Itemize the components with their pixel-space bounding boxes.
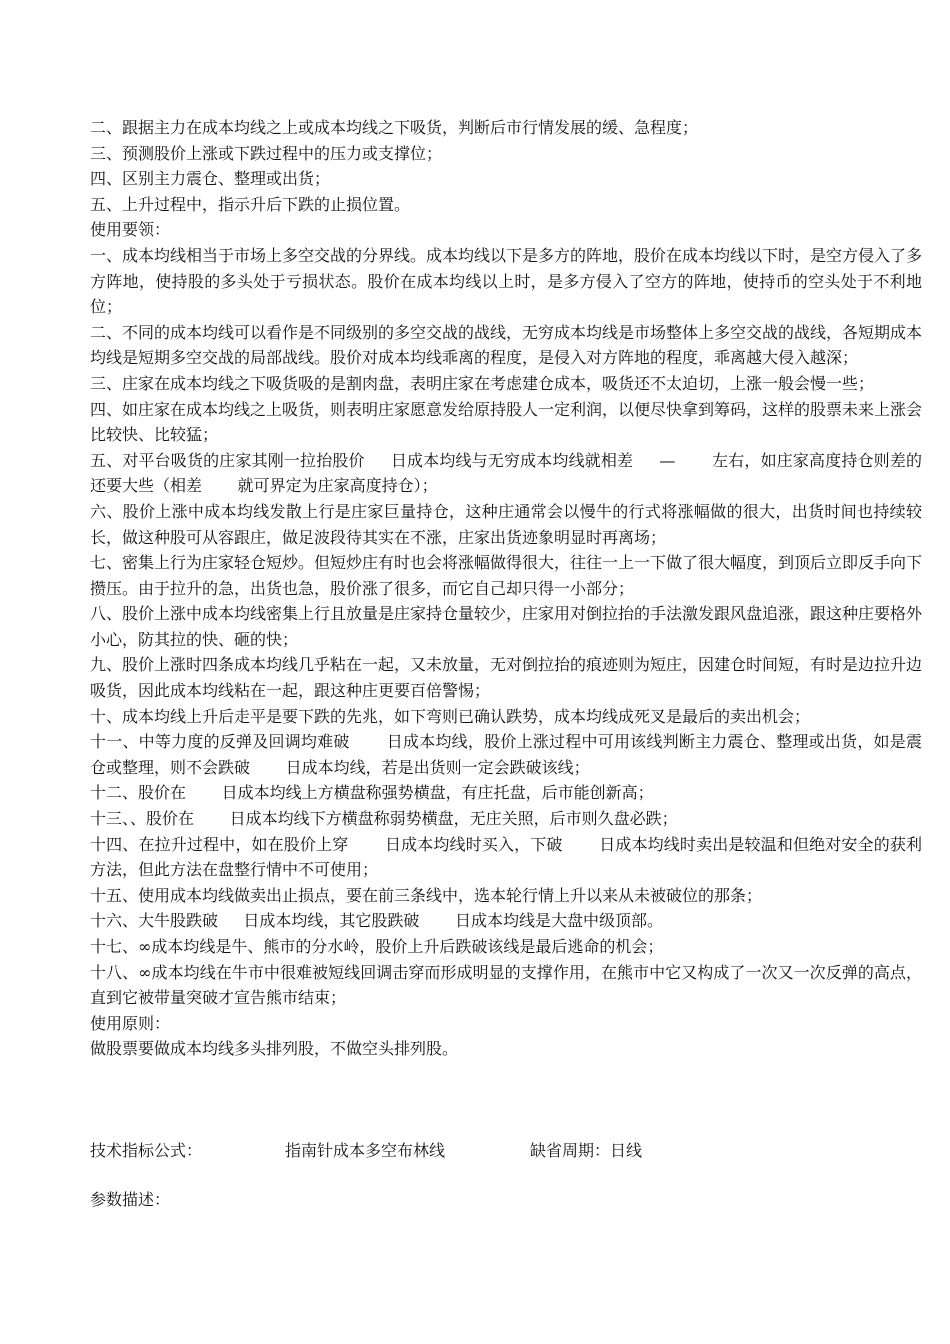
body-paragraph: 十八、∞成本均线在牛市中很难被短线回调击穿而形成明显的支撑作用，在熊市中它又构成了一次又一次反弹的高点，直到它被带量突破才宣告熊市结束； [90,962,922,1008]
body-line: 二、跟据主力在成本均线之上或成本均线之下吸货，判断后市行情发展的缓、急程度； [90,118,699,137]
body-paragraph: 十四、在拉升过程中，如在股价上穿 日成本均线时买入，下破 日成本均线时卖出是较温和但绝对安全的获利方法，但此方法在盘整行情中不可使用； [90,834,922,880]
body-paragraph: 二、不同的成本均线可以看作是不同级别的多空交战的战线，无穷成本均线是市场整体上多空交战的战线，各短期成本均线是短期多空交战的局部战线。股价对成本均线乖离的程度，是侵入对方阵地的程度，乖离越大侵入越深； [90,322,923,368]
body-paragraph: 一、成本均线相当于市场上多空交战的分界线。成本均线以下是多方的阵地，股价在成本均线以下时，是空方侵入了多方阵地，使持股的多头处于亏损状态。股价在成本均线以上时，是多方侵入了空方的阵地，使持币的空头处于不利地位； [90,245,923,317]
body-paragraph: 十二、股价在 日成本均线上方横盘称强势横盘，有庄托盘，后市能创新高； [90,783,654,803]
body-paragraph: 十、成本均线上升后走平是要下跌的先兆，如下弯则已确认跌势，成本均线成死叉是最后的卖出机会； [90,706,811,726]
body-line: 三、预测股价上涨或下跌过程中的压力或支撑位； [90,143,443,163]
param-description-label: 参数描述： [90,1190,171,1209]
body-paragraph: 八、股价上涨中成本均线密集上行且放量是庄家持仓量较少，庄家用对倒拉抬的手法激发跟风盘追涨，跟这种庄要格外小心，防其拉的快、砸的快； [90,604,923,649]
default-period: 缺省周期：日线 [530,1141,643,1160]
section-heading: 使用要领： [90,220,171,240]
body-paragraph: 十五、使用成本均线做卖出止损点，要在前三条线中，选本轮行情上升以来从未被破位的那条； [90,885,763,905]
body-paragraph: 十六、大牛股跌破 日成本均线，其它股跌破 日成本均线是大盘中级顶部。 [90,911,664,931]
formula-info-row [90,1139,922,1259]
body-line: 四、区别主力震仓、整理或出货； [90,169,331,189]
body-paragraph: 十一、中等力度的反弹及回调均难破 日成本均线，股价上涨过程中可用该线判断主力震仓、整理或出货，如是震仓或整理，则不会跌破 日成本均线，若是出货则一定会跌破该线； [90,732,922,777]
body-line: 五、上升过程中，指示升后下跌的止损位置。 [90,194,411,214]
body-paragraph: 十三、、股价在 日成本均线下方横盘称弱势横盘，无庄关照，后市则久盘必跌； [90,809,678,829]
section-heading: 使用原则： [90,1013,171,1033]
body-paragraph: 做股票要做成本均线多头排列股，不做空头排列股。 [90,1039,459,1059]
formula-name: 指南针成本多空布林线 [285,1141,446,1160]
body-paragraph: 六、股价上涨中成本均线发散上行是庄家巨量持仓，这种庄通常会以慢牛的行式将涨幅做的很大，出货时间也持续较长，做这种股可从容跟庄，做足波段待其实在不涨，庄家出货迹象明显时再离场； [90,501,922,547]
body-paragraph: 三、庄家在成本均线之下吸货吸的是割肉盘，表明庄家在考虑建仓成本，吸货还不太迫切，上涨一般会慢一些； [90,373,875,393]
body-paragraph: 四、如庄家在成本均线之上吸货，则表明庄家愿意发给原持股人一定利润，以便尽快拿到筹码，这样的股票未来上涨会比较快、比较猛； [90,399,923,445]
formula-label: 技术指标公式： [90,1141,203,1160]
body-paragraph: 九、股价上涨时四条成本均线几乎粘在一起，又未放量，无对倒拉抬的痕迹则为短庄，因建仓时间短，有时是边拉升边吸货，因此成本均线粘在一起，跟这种庄更要百倍警惕； [90,655,923,701]
body-paragraph: 十七、∞成本均线是牛、熊市的分水岭，股价上升后跌破该线是最后逃命的机会； [90,937,664,956]
document-body [90,115,922,1062]
body-paragraph: 七、密集上行为庄家轻仓短炒。但短炒庄有时也会将涨幅做得很大，往往一上一下做了很大幅度，到顶后立即反手向下攒压。由于拉升的急，出货也急，股价涨了很多，而它自己却只得一小部分； [90,553,923,598]
body-paragraph: 五、对平台吸货的庄家其刚一拉抬股价 日成本均线与无穷成本均线就相差 — 左右，如庄家高度持仓则差的还要大些（相差 就可界定为庄家高度持仓）； [90,450,922,496]
